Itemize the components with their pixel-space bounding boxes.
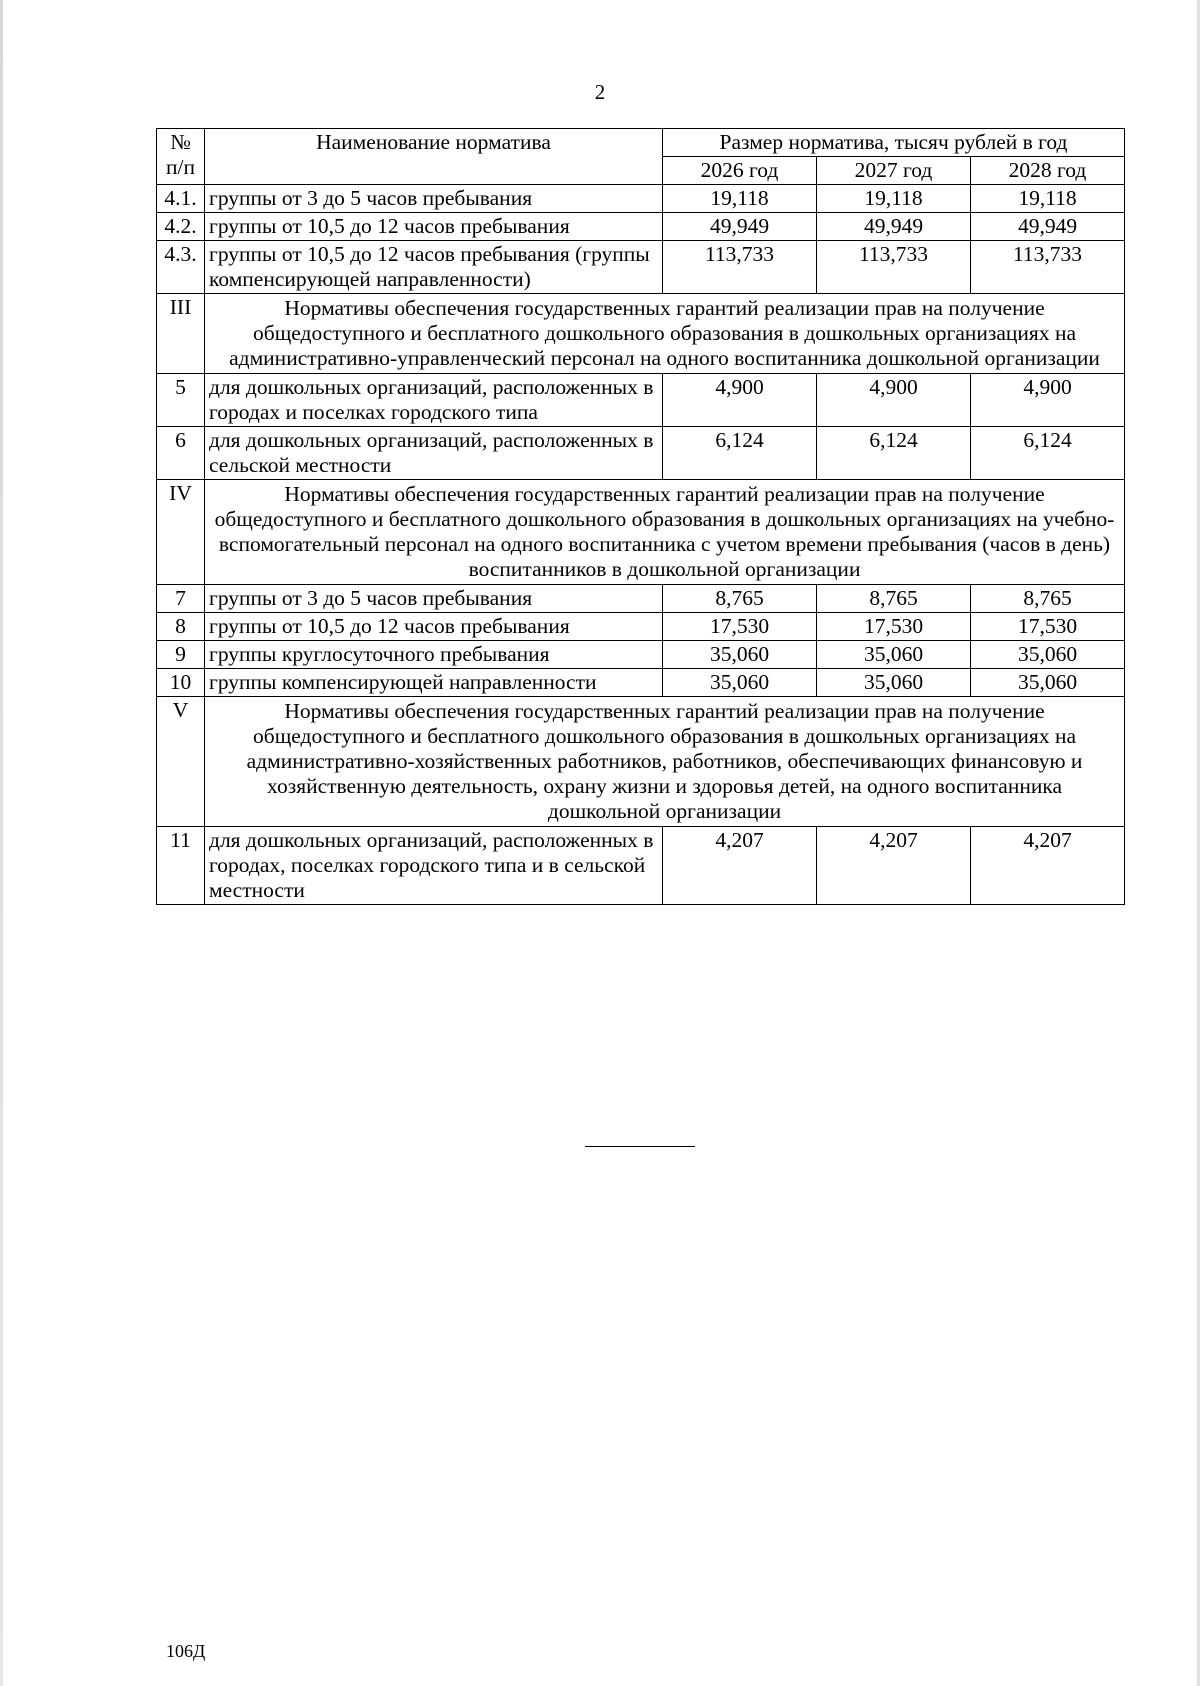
row-name: группы от 10,5 до 12 часов пребывания (группы компенсирующей направленности) [205,241,663,294]
row-value-2026: 6,124 [663,427,817,480]
section-text: Нормативы обеспечения государственных гарантий реализации прав на получение общедоступного и бесплатного дошкольного образования в дошкольных организациях на административно-управленческий персонал на одного воспитанника дошкольной организации [205,294,1125,374]
row-value-2028: 49,949 [971,213,1125,241]
row-name: для дошкольных организаций, расположенных в сельской местности [205,427,663,480]
table-row [157,641,1125,669]
header-num: № п/п [157,129,205,185]
row-value-2027: 8,765 [817,585,971,613]
row-value-2027: 35,060 [817,669,971,697]
section-num: III [157,294,205,374]
section-row [157,480,1125,585]
row-value-2027: 49,949 [817,213,971,241]
row-num: 4.1. [157,185,205,213]
table-row [157,185,1125,213]
row-name: для дошкольных организаций, расположенных в городах и поселках городского типа [205,374,663,427]
row-num: 4.3. [157,241,205,294]
row-value-2027: 113,733 [817,241,971,294]
row-value-2026: 4,900 [663,374,817,427]
row-num: 5 [157,374,205,427]
section-row [157,294,1125,374]
row-num: 6 [157,427,205,480]
row-num: 4.2. [157,213,205,241]
row-num: 10 [157,669,205,697]
page-number: 2 [594,80,606,104]
row-value-2028: 113,733 [971,241,1125,294]
section-row [157,697,1125,827]
row-num: 9 [157,641,205,669]
table-row [157,427,1125,480]
row-value-2026: 35,060 [663,641,817,669]
table-row [157,374,1125,427]
row-value-2028: 35,060 [971,641,1125,669]
section-num: V [157,697,205,827]
end-separator-line [585,1146,695,1147]
norms-table [156,128,1125,905]
row-value-2026: 35,060 [663,669,817,697]
section-text: Нормативы обеспечения государственных гарантий реализации прав на получение общедоступного и бесплатного дошкольного образования в дошкольных организациях на учебно-вспомогательный персонал на одного воспитанника с учетом времени пребывания (часов в день) воспитанников в дошкольной организации [205,480,1125,585]
table-row [157,585,1125,613]
row-value-2028: 6,124 [971,427,1125,480]
row-value-2027: 19,118 [817,185,971,213]
row-num: 11 [157,827,205,905]
row-name: группы компенсирующей направленности [205,669,663,697]
row-value-2026: 113,733 [663,241,817,294]
row-value-2027: 6,124 [817,427,971,480]
header-size: Размер норматива, тысяч рублей в год [663,129,1125,157]
footer-code: 106Д [166,1641,206,1661]
row-value-2027: 17,530 [817,613,971,641]
row-name: группы от 3 до 5 часов пребывания [205,185,663,213]
table-row [157,213,1125,241]
table-row [157,827,1125,905]
row-value-2026: 4,207 [663,827,817,905]
row-value-2027: 4,207 [817,827,971,905]
row-name: группы от 10,5 до 12 часов пребывания [205,613,663,641]
row-value-2028: 4,207 [971,827,1125,905]
row-value-2026: 49,949 [663,213,817,241]
section-text: Нормативы обеспечения государственных гарантий реализации прав на получение общедоступного и бесплатного дошкольного образования в дошкольных организациях на административно-хозяйственных работников, работников, обеспечивающих финансовую и хозяйственную деятельность, охрану жизни и здоровья детей, на одного воспитанника дошкольной организации [205,697,1125,827]
header-name: Наименование норматива [205,129,663,185]
row-num: 7 [157,585,205,613]
row-name: группы от 3 до 5 часов пребывания [205,585,663,613]
row-value-2026: 19,118 [663,185,817,213]
table-row [157,241,1125,294]
section-num: IV [157,480,205,585]
table-row [157,669,1125,697]
row-value-2027: 35,060 [817,641,971,669]
row-value-2028: 19,118 [971,185,1125,213]
row-value-2028: 8,765 [971,585,1125,613]
row-name: для дошкольных организаций, расположенных в городах, поселках городского типа и в сельской местности [205,827,663,905]
row-num: 8 [157,613,205,641]
header-year-2026: 2026 год [663,157,817,185]
row-name: группы круглосуточного пребывания [205,641,663,669]
row-value-2026: 8,765 [663,585,817,613]
row-value-2028: 4,900 [971,374,1125,427]
row-value-2027: 4,900 [817,374,971,427]
row-name: группы от 10,5 до 12 часов пребывания [205,213,663,241]
row-value-2028: 35,060 [971,669,1125,697]
header-year-2028: 2028 год [971,157,1125,185]
scan-edge-left [0,0,3,1686]
table-row [157,613,1125,641]
row-value-2028: 17,530 [971,613,1125,641]
row-value-2026: 17,530 [663,613,817,641]
header-year-2027: 2027 год [817,157,971,185]
